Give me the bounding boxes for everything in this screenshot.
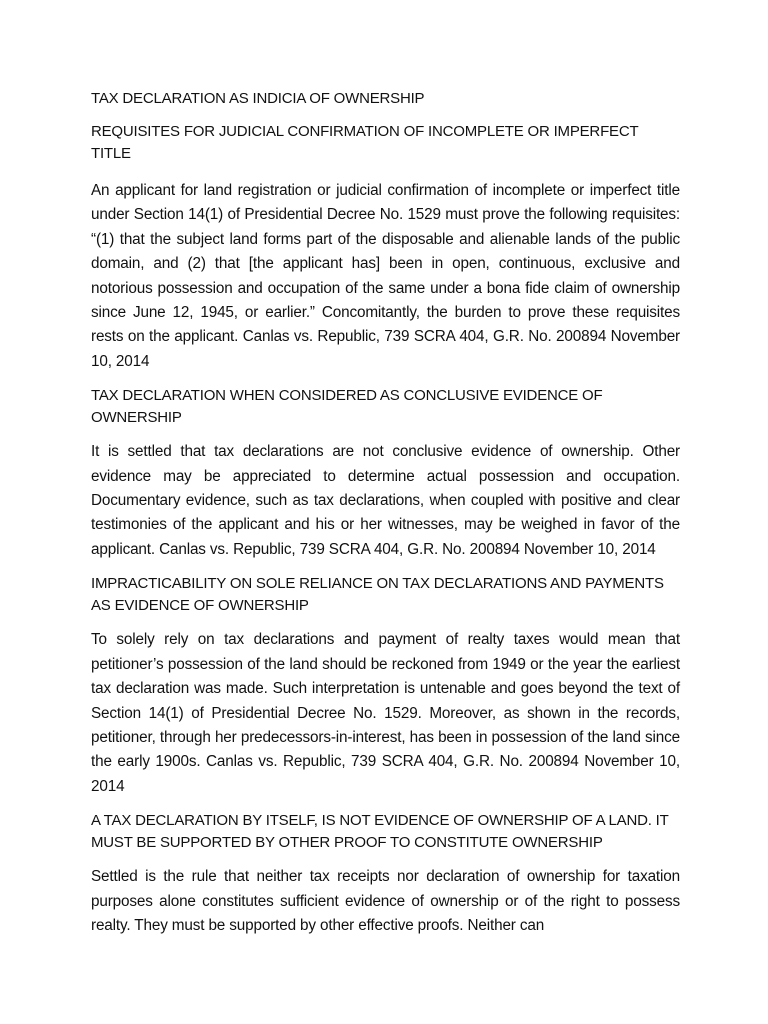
document-title: TAX DECLARATION AS INDICIA OF OWNERSHIP (91, 90, 425, 107)
section-body: To solely rely on tax declarations and payment of realty taxes would mean that petitioner’s possession of the land should be reckoned from 1949 or the year the earliest tax declaration was made. Such interpretation is untenable and goes beyond the text of Section 14(1) of Presidential Decree No. 1529. Moreover, as shown in the records, petitioner, through her predecessors-in-interest, has been in possession of the land since the early 1900s. Canlas vs. Republic, 739 SCRA 404, G.R. No. 200894 November 10, 2014 (91, 631, 680, 795)
section-heading: REQUISITES FOR JUDICIAL CONFIRMATION OF INCOMPLETE OR IMPERFECT TITLE (91, 123, 639, 162)
section-heading: A TAX DECLARATION BY ITSELF, IS NOT EVIDENCE OF OWNERSHIP OF A LAND. IT MUST BE SUPPORTED BY OTHER PROOF TO CONSTITUTE OWNERSHIP (91, 812, 669, 852)
section-heading: TAX DECLARATION WHEN CONSIDERED AS CONCLUSIVE EVIDENCE OF OWNERSHIP (91, 387, 603, 427)
section-body: An applicant for land registration or judicial confirmation of incomplete or imperfect title under Section 14(1) of Presidential Decree No. 1529 must prove the following requisites: “(1) that the subject land forms part of the disposable and alienable lands of the public domain, and (2) that [the applicant has] been in open, continuous, exclusive and notorious possession and occupation of the same under a bona fide claim of ownership since June 12, 1945, or earlier.” Concomitantly, the burden to prove these requisites rests on the applicant. Canlas vs. Republic, 739 SCRA 404, G.R. No. 200894 November 10, 2014 (91, 182, 680, 370)
section-heading: IMPRACTICABILITY ON SOLE RELIANCE ON TAX DECLARATIONS AND PAYMENTS AS EVIDENCE OF OWNERSHIP (91, 575, 664, 615)
section-body: Settled is the rule that neither tax receipts nor declaration of ownership for taxation purposes alone constitutes sufficient evidence of ownership or of the right to possess realty. They must be supported by other effective proofs. Neither can (91, 868, 680, 934)
section-body: It is settled that tax declarations are not conclusive evidence of ownership. Other evidence may be appreciated to determine actual possession and occupation. Documentary evidence, such as tax declarations, when coupled with positive and clear testimonies of the applicant and his or her witnesses, may be weighed in favor of the applicant. Canlas vs. Republic, 739 SCRA 404, G.R. No. 200894 November 10, 2014 (91, 443, 680, 558)
